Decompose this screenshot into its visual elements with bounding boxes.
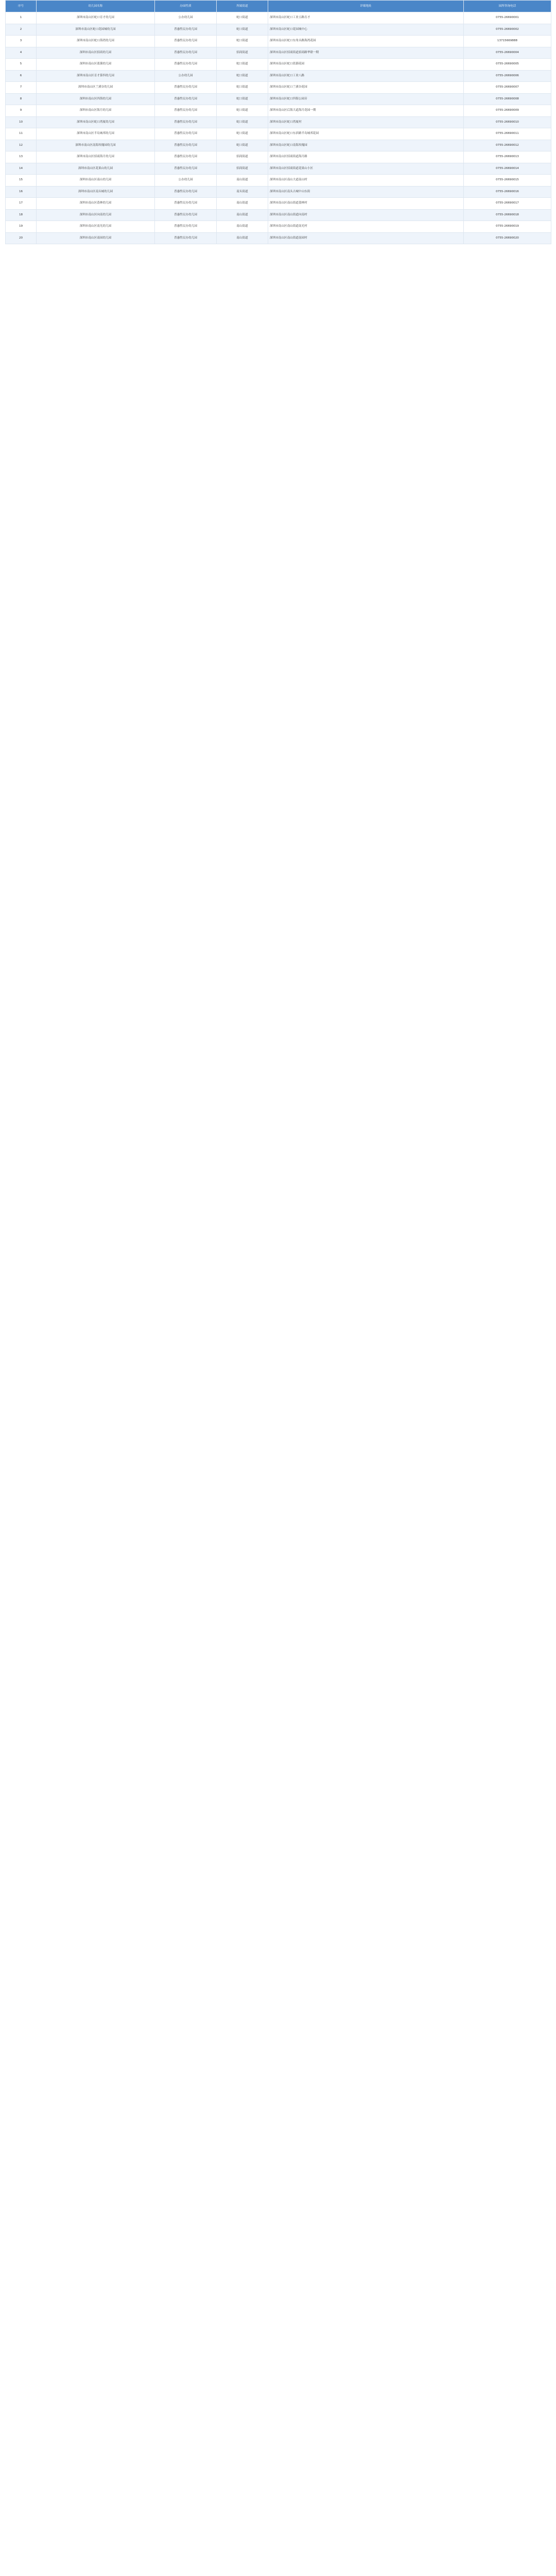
row-area: 南山街道 bbox=[217, 198, 268, 210]
row-phone: 0755-26690014 bbox=[464, 163, 551, 175]
row-area: 蛇口街道 bbox=[217, 105, 268, 117]
row-address: 深圳市南山区后海大道海月花园一期 bbox=[268, 105, 464, 117]
row-phone: 0755-26690004 bbox=[464, 47, 551, 59]
row-phone: 0755-26690019 bbox=[464, 221, 551, 233]
row-name: 深圳市南山区半岛城邦幼儿园 bbox=[37, 128, 155, 140]
row-phone: 0755-26690001 bbox=[464, 12, 551, 24]
row-phone: 0755-26690011 bbox=[464, 128, 551, 140]
row-address: 深圳市南山区招商街道花果山小区 bbox=[268, 163, 464, 175]
row-phone: 0755-26690002 bbox=[464, 24, 551, 36]
row-area: 蛇口街道 bbox=[217, 82, 268, 94]
row-area: 招商街道 bbox=[217, 151, 268, 163]
row-no: 8 bbox=[6, 93, 37, 105]
row-type: 普惠性民办幼儿园 bbox=[155, 82, 217, 94]
row-no: 3 bbox=[6, 36, 37, 47]
row-area: 蛇口街道 bbox=[217, 70, 268, 82]
row-phone: 0755-26690007 bbox=[464, 82, 551, 94]
row-type: 普惠性民办幼儿园 bbox=[155, 186, 217, 198]
row-name: 深圳市南山区南园幼儿园 bbox=[37, 232, 155, 244]
row-type: 普惠性民办幼儿园 bbox=[155, 47, 217, 59]
row-phone: 0755-26690016 bbox=[464, 186, 551, 198]
header-no: 序号 bbox=[6, 1, 37, 12]
row-type: 普惠性民办幼儿园 bbox=[155, 36, 217, 47]
row-name: 深圳市南山区四海幼儿园 bbox=[37, 93, 155, 105]
row-name: 深圳市南山区育才第四幼儿园 bbox=[37, 70, 155, 82]
row-no: 19 bbox=[6, 221, 37, 233]
row-address: 深圳市南山区蛇口东角头路海湾花园 bbox=[268, 36, 464, 47]
row-address: 深圳市南山区蛇口兰溪谷花园 bbox=[268, 82, 464, 94]
row-area: 南山街道 bbox=[217, 232, 268, 244]
row-no: 15 bbox=[6, 175, 37, 187]
table-row bbox=[6, 47, 551, 59]
row-no: 17 bbox=[6, 198, 37, 210]
table-row bbox=[6, 82, 551, 94]
row-no: 10 bbox=[6, 116, 37, 128]
row-name: 深圳市南山区招商海月幼儿园 bbox=[37, 151, 155, 163]
row-type: 公办幼儿园 bbox=[155, 175, 217, 187]
row-phone: 0755-26690017 bbox=[464, 198, 551, 210]
row-address: 深圳市南山区南头古城中山东街 bbox=[268, 186, 464, 198]
table-row bbox=[6, 59, 551, 71]
row-name: 深圳市南山区兰溪谷幼儿园 bbox=[37, 82, 155, 94]
row-phone: 0755-26690006 bbox=[464, 70, 551, 82]
table-row bbox=[6, 140, 551, 151]
row-no: 12 bbox=[6, 140, 37, 151]
table-row bbox=[6, 209, 551, 221]
row-area: 蛇口街道 bbox=[217, 140, 268, 151]
row-address: 深圳市南山区蛇口蓝漪花园 bbox=[268, 59, 464, 71]
row-type: 公办幼儿园 bbox=[155, 70, 217, 82]
row-area: 蛇口街道 bbox=[217, 59, 268, 71]
row-no: 4 bbox=[6, 47, 37, 59]
table-row bbox=[6, 221, 551, 233]
row-address: 深圳市南山区南山大道南山村 bbox=[268, 175, 464, 187]
row-type: 普惠性民办幼儿园 bbox=[155, 24, 217, 36]
row-type: 普惠性民办幼儿园 bbox=[155, 232, 217, 244]
row-address: 深圳市南山区蛇口南海玫瑰园 bbox=[268, 140, 464, 151]
row-type: 普惠性民办幼儿园 bbox=[155, 198, 217, 210]
row-area: 蛇口街道 bbox=[217, 116, 268, 128]
header-type: 办园性质 bbox=[155, 1, 217, 12]
row-type: 普惠性民办幼儿园 bbox=[155, 163, 217, 175]
row-name: 深圳市南山区南头城幼儿园 bbox=[37, 186, 155, 198]
row-name: 深圳市南山区南光幼儿园 bbox=[37, 221, 155, 233]
row-address: 深圳市南山区招商街道招商路华联一期 bbox=[268, 47, 464, 59]
row-address: 深圳市南山区蛇口四海公园旁 bbox=[268, 93, 464, 105]
row-area: 蛇口街道 bbox=[217, 36, 268, 47]
row-area: 南头街道 bbox=[217, 186, 268, 198]
header-address: 详细地址 bbox=[268, 1, 464, 12]
row-no: 11 bbox=[6, 128, 37, 140]
row-area: 蛇口街道 bbox=[217, 24, 268, 36]
table-row bbox=[6, 116, 551, 128]
row-phone: 0755-26690013 bbox=[464, 151, 551, 163]
row-area: 蛇口街道 bbox=[217, 12, 268, 24]
row-no: 13 bbox=[6, 151, 37, 163]
table-row bbox=[6, 198, 551, 210]
row-name: 深圳市南山区南山幼儿园 bbox=[37, 175, 155, 187]
table-row bbox=[6, 186, 551, 198]
row-address: 深圳市南山区南山街道南光村 bbox=[268, 221, 464, 233]
row-address: 深圳市南山区蛇口湾厦村 bbox=[268, 116, 464, 128]
row-phone: 0755-26690005 bbox=[464, 59, 551, 71]
row-name: 深圳市南山区向南幼儿园 bbox=[37, 209, 155, 221]
row-name: 深圳市南山区南海玫瑰园幼儿园 bbox=[37, 140, 155, 151]
row-type: 普惠性民办幼儿园 bbox=[155, 221, 217, 233]
table-row bbox=[6, 163, 551, 175]
row-no: 14 bbox=[6, 163, 37, 175]
row-area: 蛇口街道 bbox=[217, 93, 268, 105]
row-type: 普惠性民办幼儿园 bbox=[155, 151, 217, 163]
table-row bbox=[6, 151, 551, 163]
row-no: 5 bbox=[6, 59, 37, 71]
table-row bbox=[6, 175, 551, 187]
row-name: 深圳市南山区蛇口湾厦幼儿园 bbox=[37, 116, 155, 128]
row-area: 招商街道 bbox=[217, 47, 268, 59]
row-phone: 0755-26690008 bbox=[464, 93, 551, 105]
table-row bbox=[6, 105, 551, 117]
header-name: 幼儿园名称 bbox=[37, 1, 155, 12]
row-phone: 0755-26690020 bbox=[464, 232, 551, 244]
row-no: 16 bbox=[6, 186, 37, 198]
table-header bbox=[6, 1, 551, 12]
row-type: 普惠性民办幼儿园 bbox=[155, 116, 217, 128]
row-no: 9 bbox=[6, 105, 37, 117]
row-address: 深圳市南山区南山街道荔林村 bbox=[268, 198, 464, 210]
row-name: 深圳市南山区蛇口育才幼儿园 bbox=[37, 12, 155, 24]
row-phone: 0755-26690010 bbox=[464, 116, 551, 128]
row-type: 普惠性民办幼儿园 bbox=[155, 93, 217, 105]
row-type: 普惠性民办幼儿园 bbox=[155, 209, 217, 221]
row-no: 6 bbox=[6, 70, 37, 82]
row-area: 南山街道 bbox=[217, 221, 268, 233]
row-no: 2 bbox=[6, 24, 37, 36]
row-address: 深圳市南山区蛇口花园城中心 bbox=[268, 24, 464, 36]
row-type: 普惠性民办幼儿园 bbox=[155, 105, 217, 117]
row-address: 深圳市南山区蛇口东滨路半岛城邦花园 bbox=[268, 128, 464, 140]
row-name: 深圳市南山区蛇口花园城幼儿园 bbox=[37, 24, 155, 36]
row-area: 南山街道 bbox=[217, 209, 268, 221]
row-phone: 0755-26690012 bbox=[464, 140, 551, 151]
row-name: 深圳市南山区海月幼儿园 bbox=[37, 105, 155, 117]
row-name: 深圳市南山区花果山幼儿园 bbox=[37, 163, 155, 175]
table-body bbox=[6, 12, 551, 244]
row-name: 深圳市南山区蓝漪幼儿园 bbox=[37, 59, 155, 71]
row-type: 公办幼儿园 bbox=[155, 12, 217, 24]
table-row bbox=[6, 93, 551, 105]
row-type: 普惠性民办幼儿园 bbox=[155, 140, 217, 151]
table-row bbox=[6, 36, 551, 47]
row-type: 普惠性民办幼儿园 bbox=[155, 128, 217, 140]
row-no: 18 bbox=[6, 209, 37, 221]
table-row bbox=[6, 24, 551, 36]
row-name: 深圳市南山区荔林幼儿园 bbox=[37, 198, 155, 210]
table-row bbox=[6, 70, 551, 82]
row-address: 深圳市南山区蛇口工业五路育才 bbox=[268, 12, 464, 24]
table-row bbox=[6, 232, 551, 244]
row-address: 深圳市南山区招商街道海月路 bbox=[268, 151, 464, 163]
table-row bbox=[6, 12, 551, 24]
page bbox=[5, 0, 551, 244]
header-phone: 园所咨询电话 bbox=[464, 1, 551, 12]
row-phone: 0755-26690009 bbox=[464, 105, 551, 117]
row-address: 深圳市南山区南山街道南园村 bbox=[268, 232, 464, 244]
row-phone: 13715669888 bbox=[464, 36, 551, 47]
row-name: 深圳市南山区招商幼儿园 bbox=[37, 47, 155, 59]
row-area: 蛇口街道 bbox=[217, 128, 268, 140]
row-type: 普惠性民办幼儿园 bbox=[155, 59, 217, 71]
header-area: 所属街道 bbox=[217, 1, 268, 12]
kindergarten-table bbox=[5, 0, 551, 244]
row-phone: 0755-26690015 bbox=[464, 175, 551, 187]
row-no: 1 bbox=[6, 12, 37, 24]
row-area: 招商街道 bbox=[217, 163, 268, 175]
table-row bbox=[6, 128, 551, 140]
row-name: 深圳市南山区蛇口海湾幼儿园 bbox=[37, 36, 155, 47]
row-area: 南山街道 bbox=[217, 175, 268, 187]
row-no: 7 bbox=[6, 82, 37, 94]
row-address: 深圳市南山区南山街道向南村 bbox=[268, 209, 464, 221]
row-no: 20 bbox=[6, 232, 37, 244]
row-address: 深圳市南山区蛇口工业八路 bbox=[268, 70, 464, 82]
row-phone: 0755-26690018 bbox=[464, 209, 551, 221]
